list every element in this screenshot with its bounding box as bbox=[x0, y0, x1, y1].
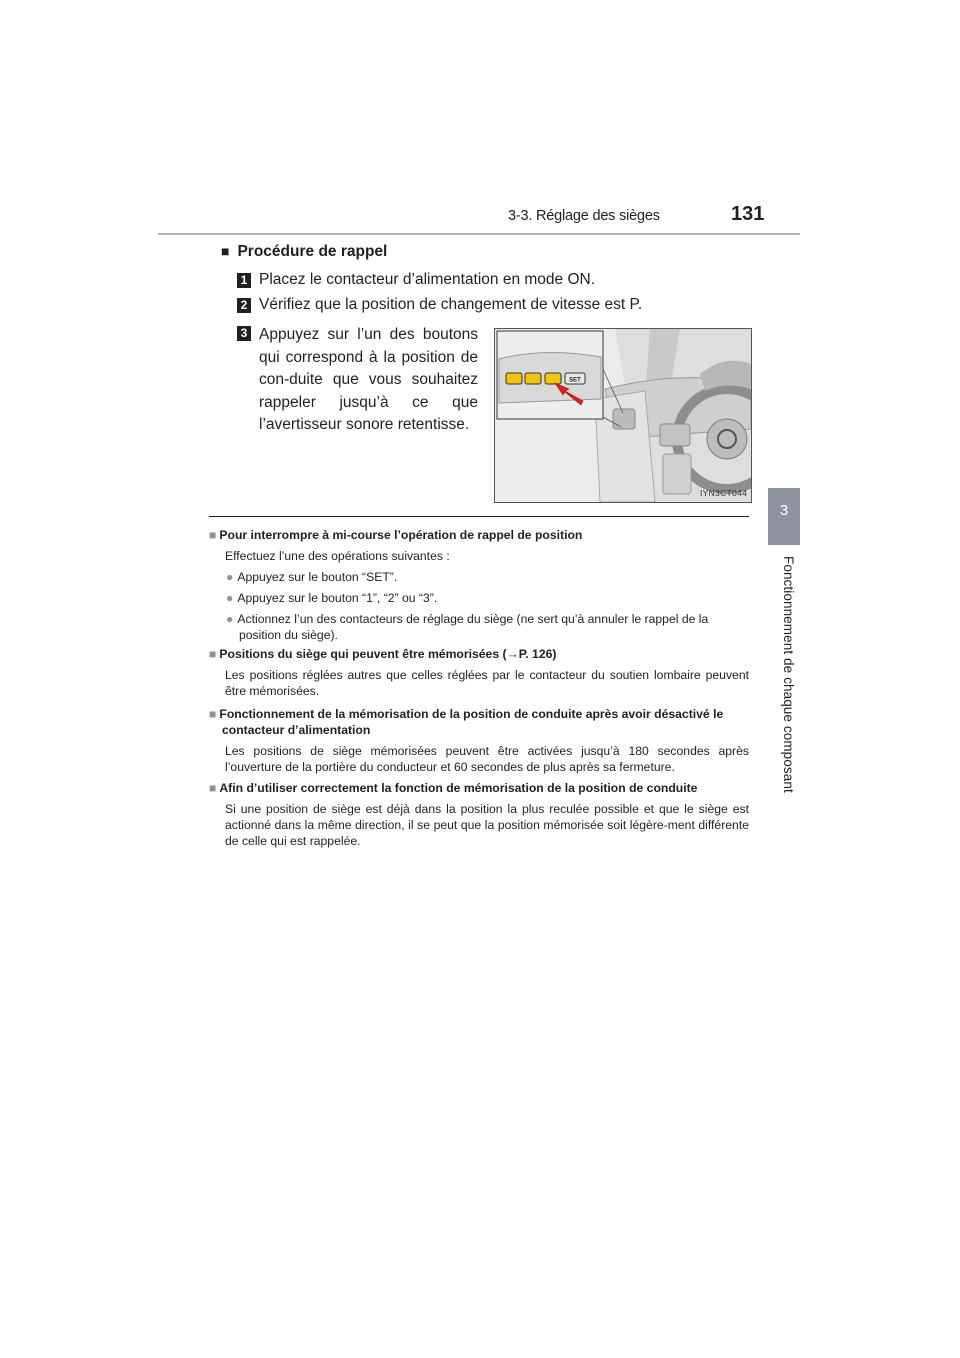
chapter-label: Fonctionnement de chaque composant bbox=[781, 556, 796, 793]
illustration-code: IYN3CT044 bbox=[700, 488, 748, 498]
list-item bbox=[209, 611, 749, 643]
list-item bbox=[209, 569, 749, 585]
step-text: Placez le contacteur d’alimentation en mode ON. bbox=[259, 271, 596, 288]
square-bullet-icon: ■ bbox=[221, 243, 230, 259]
list-item-text: Actionnez l’un des contacteurs de réglage du siège (ne sert qu’à annuler le rappel de la position du siège). bbox=[237, 612, 709, 642]
set-button-label: SET bbox=[569, 377, 581, 384]
circle-bullet-icon: ● bbox=[226, 591, 234, 605]
list-item-text: Appuyez sur le bouton “SET”. bbox=[237, 570, 398, 584]
note-body: Les positions de siège mémorisées peuvent être activées jusqu’à 180 secondes après l’ouverture de la portière du conducteur et 60 secondes de plus après sa fermeture. bbox=[225, 744, 749, 774]
step-text: Vérifiez que la position de changement de vitesse est P. bbox=[259, 296, 643, 313]
note-heading bbox=[209, 780, 749, 796]
note-body: Les positions réglées autres que celles réglées par le contacteur du soutien lombaire peuvent être mémorisées. bbox=[225, 668, 749, 698]
square-bullet-icon: ■ bbox=[209, 707, 217, 721]
square-bullet-icon: ■ bbox=[209, 528, 217, 542]
square-bullet-icon: ■ bbox=[209, 781, 217, 795]
header-rule bbox=[158, 233, 800, 235]
note-block bbox=[209, 646, 749, 699]
note-heading-text: Afin d’utiliser correctement la fonction de mémorisation de la position de conduite bbox=[219, 781, 698, 795]
step-text: Appuyez sur l’un des boutons qui correspond à la position de con-duite que vous souhaitez rappeler jusqu’à ce que l’avertisseur sonore retentisse. bbox=[259, 326, 478, 433]
chapter-number: 3 bbox=[779, 502, 789, 519]
note-heading bbox=[209, 646, 749, 662]
square-bullet-icon: ■ bbox=[209, 647, 217, 661]
procedure-heading bbox=[221, 243, 387, 261]
note-heading bbox=[209, 527, 749, 543]
section-divider bbox=[209, 516, 749, 517]
step-number-badge: 3 bbox=[237, 326, 251, 341]
car-interior-drawing bbox=[495, 329, 751, 502]
note-block bbox=[209, 780, 749, 849]
step-number-badge: 1 bbox=[237, 273, 251, 288]
circle-bullet-icon: ● bbox=[226, 612, 234, 626]
door-memory-buttons-illustration bbox=[494, 328, 752, 503]
section-title: 3-3. Réglage des sièges bbox=[508, 208, 660, 224]
step-number-badge: 2 bbox=[237, 298, 251, 313]
note-body: Si une position de siège est déjà dans la position la plus reculée possible et que le siège est actionné dans la même direction, il se peut que la position mémorisée soit légère-ment différente de celle qui est rappelée. bbox=[225, 802, 749, 848]
list-item-text: Appuyez sur le bouton “1”, “2” ou “3”. bbox=[237, 591, 438, 605]
note-heading-text: Positions du siège qui peuvent être mémorisées (→P. 126) bbox=[219, 647, 557, 661]
note-body: Effectuez l’une des opérations suivantes : bbox=[225, 549, 450, 563]
note-heading-text: Fonctionnement de la mémorisation de la position de conduite après avoir désactivé le contacteur d’alimentation bbox=[219, 707, 724, 737]
note-heading-text: Pour interrompre à mi-course l’opération de rappel de position bbox=[219, 528, 583, 542]
page-number: 131 bbox=[731, 203, 765, 225]
note-block bbox=[209, 527, 749, 643]
note-block bbox=[209, 706, 749, 775]
note-heading bbox=[209, 706, 749, 738]
procedure-heading-text: Procédure de rappel bbox=[237, 243, 388, 260]
list-item bbox=[209, 590, 749, 606]
circle-bullet-icon: ● bbox=[226, 570, 234, 584]
